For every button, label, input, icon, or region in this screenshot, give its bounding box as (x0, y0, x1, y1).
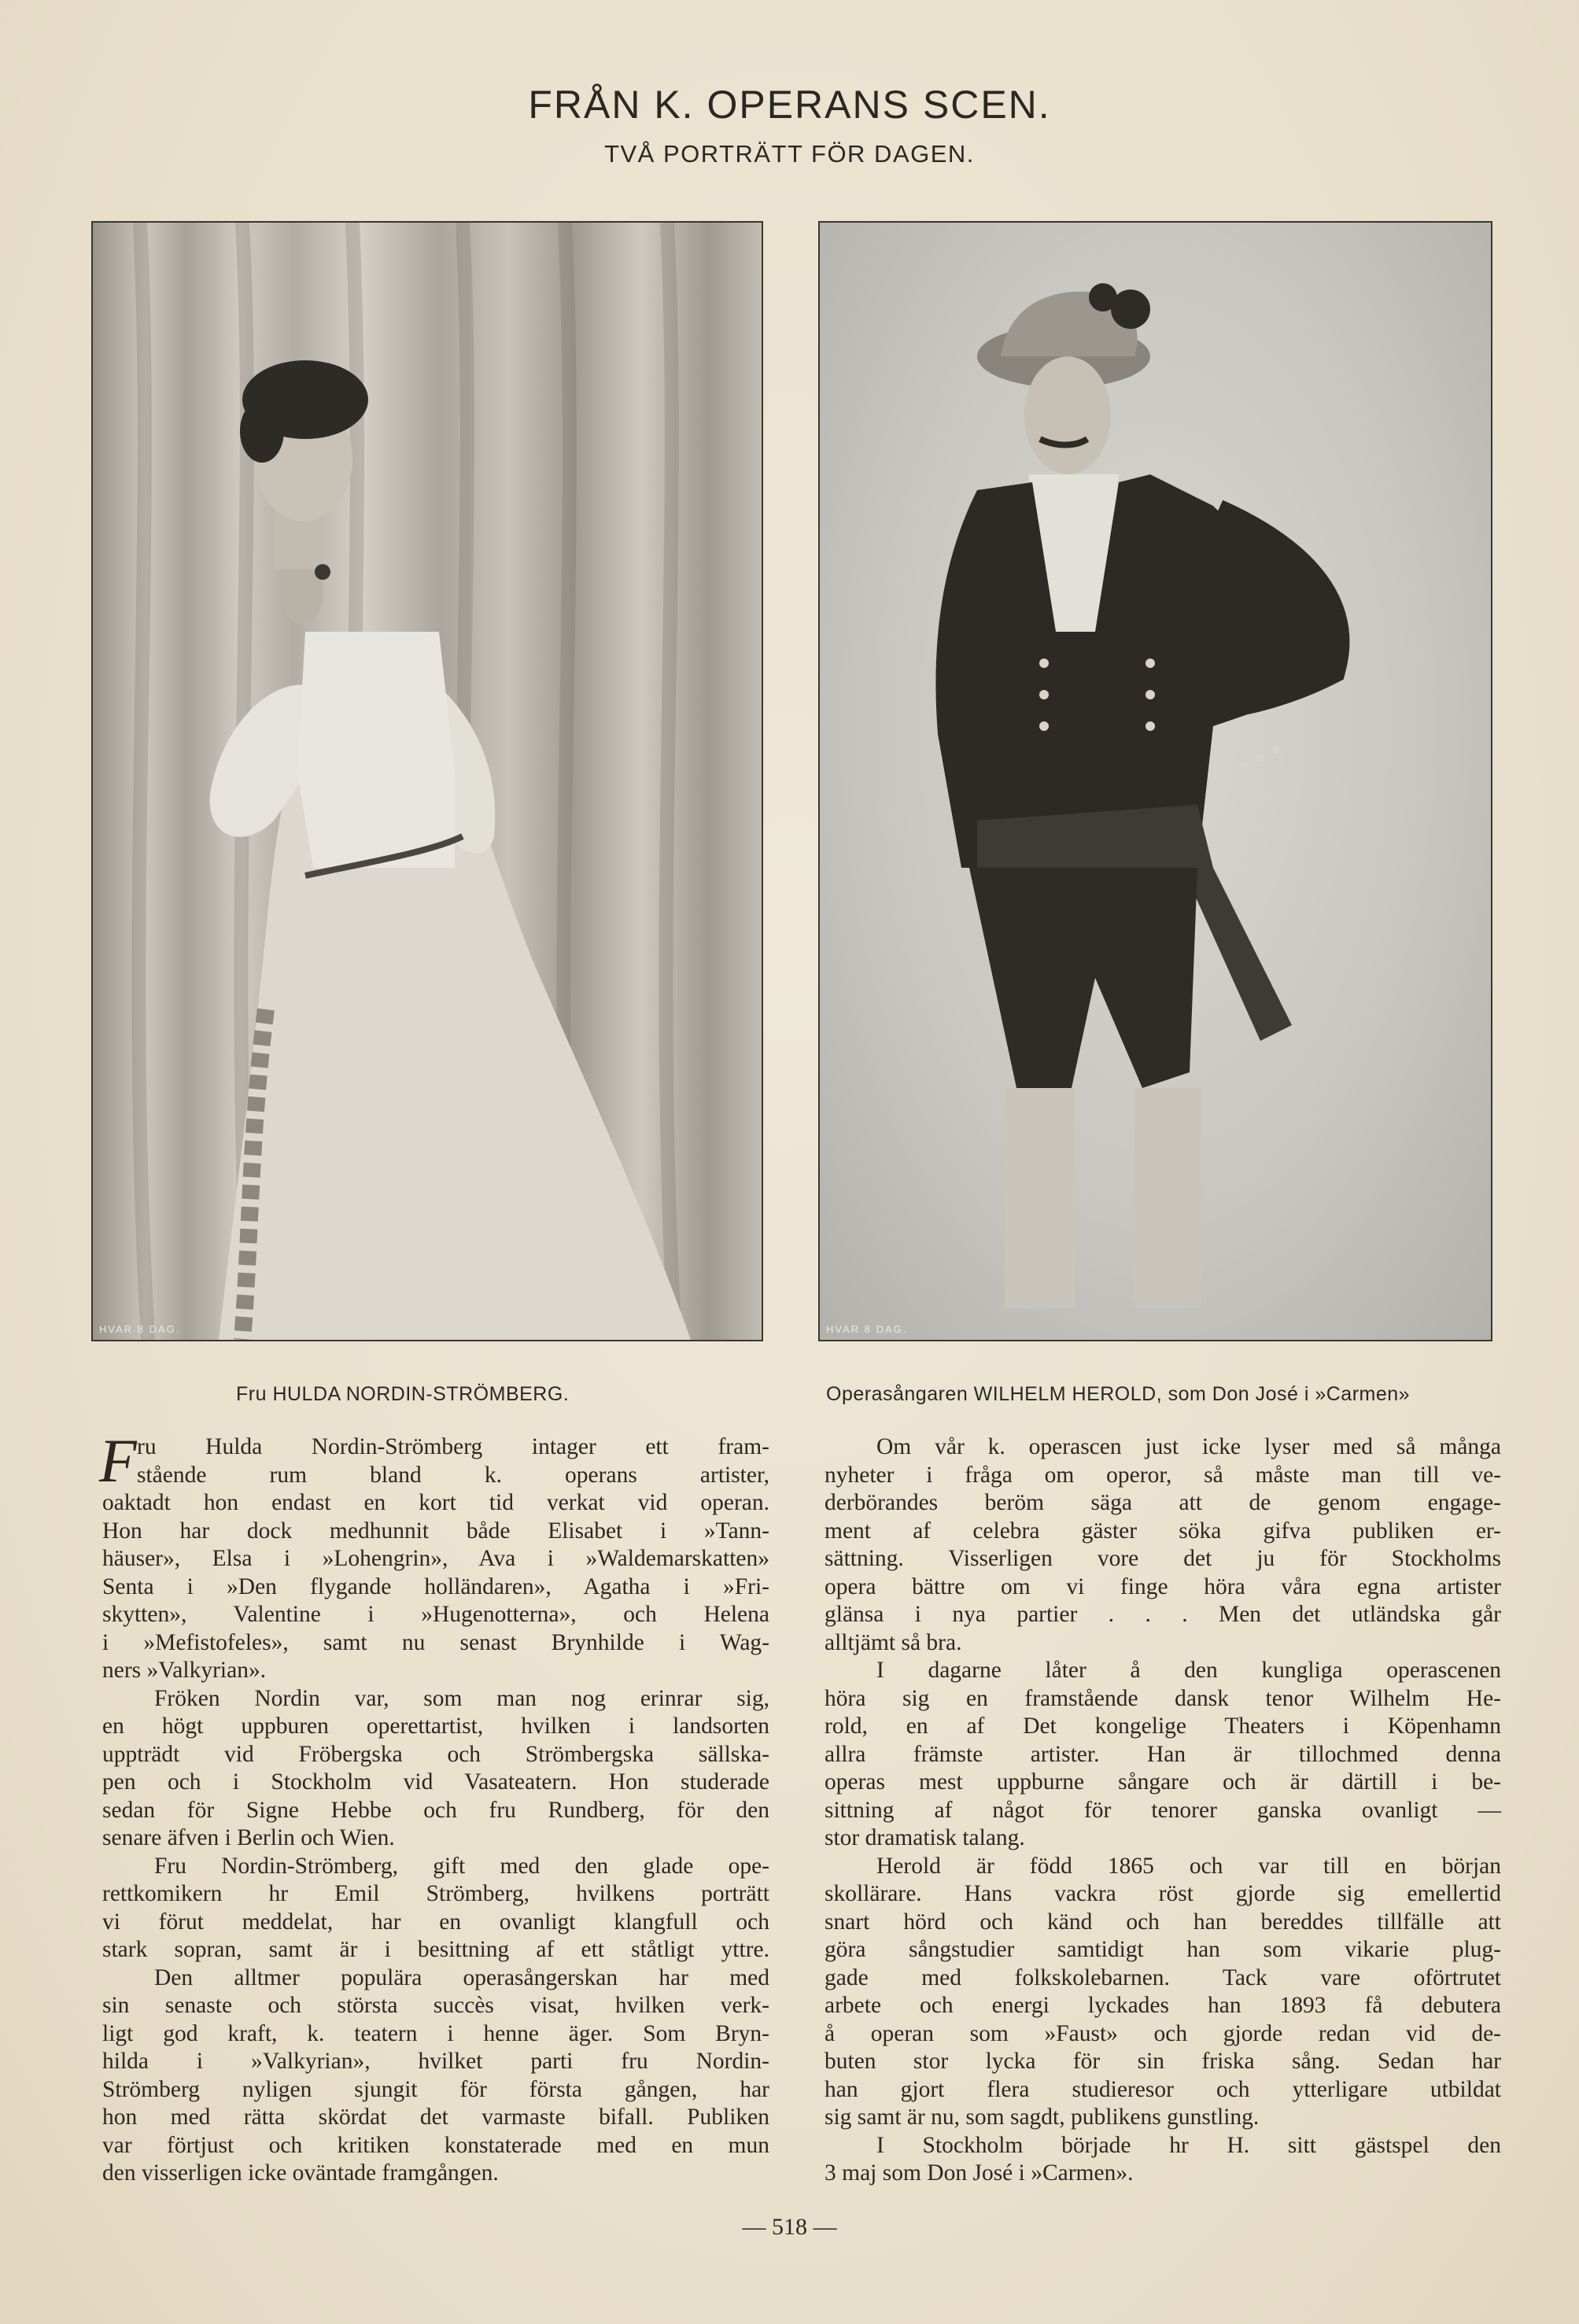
text-line: I dagarne låter å den kungliga operascenen (876, 1658, 1501, 1683)
text-line: ru Hulda Nordin-Strömberg intager ett fram- (137, 1434, 769, 1459)
portrait-photo-herold (818, 221, 1492, 1341)
page-subtitle: TVÅ PORTRÄTT FÖR DAGEN. (604, 140, 975, 168)
text-line: allra främste artister. Han är tillochmed denna (825, 1741, 1501, 1767)
text-line: stor dramatisk talang. (825, 1825, 1025, 1850)
text-line: Strömberg nyligen sjungit för första gången, har (102, 2076, 769, 2102)
text-line: hon med rätta skördat det varmaste bifall. Publiken (102, 2105, 769, 2130)
text-line: sedan för Signe Hebbe och fru Rundberg, för den (102, 1797, 769, 1823)
article-column-right (825, 1433, 1501, 2188)
text-line: Om vår k. operascen just icke lyser med så många (876, 1434, 1501, 1459)
text-line: snart hörd och känd och han bereddes tillfälle att (825, 1909, 1501, 1935)
photo-credit: HVAR 8 DAG. (99, 1323, 181, 1335)
drop-cap: F (99, 1426, 137, 1495)
text-line: skytten», Valentine i »Hugenotterna», och Helena (102, 1602, 769, 1627)
text-line: skollärare. Hans vackra röst gjorde sig emellertid (825, 1881, 1501, 1906)
text-line: häuser», Elsa i »Lohengrin», Ava i »Waldemarskatten» (102, 1546, 769, 1571)
text-line: sättning. Visserligen vore det ju för Stockholms (825, 1546, 1501, 1571)
text-line: i »Mefistofeles», samt nu senast Brynhilde i Wag- (102, 1629, 769, 1655)
text-line: höra sig en framstående dansk tenor Wilhelm He- (825, 1685, 1501, 1711)
text-line: rettkomikern hr Emil Strömberg, hvilkens porträtt (102, 1881, 769, 1906)
text-line: ment af celebra gäster söka gifva publiken er- (825, 1518, 1501, 1544)
text-line: göra sångstudier samtidigt han som vikarie plug- (825, 1937, 1501, 1962)
text-line: stående rum bland k. operans artister, (137, 1462, 769, 1488)
text-line: gade med folkskolebarnen. Tack vare oförtrutet (825, 1964, 1501, 1990)
text-line: senare äfven i Berlin och Wien. (102, 1825, 395, 1850)
text-line: Hon har dock medhunnit både Elisabet i »Tann- (102, 1518, 769, 1544)
text-line: operas mest uppburne sångare och är därtill i be- (825, 1769, 1501, 1795)
text-line: arbete och energi lyckades han 1893 få debutera (825, 1993, 1501, 2018)
text-line: Fröken Nordin var, som man nog erinrar sig, (154, 1685, 769, 1711)
text-line: derbörandes beröm säga att de genom engage- (825, 1490, 1501, 1515)
text-line: stark sopran, samt är i besittning af ett ståtligt yttre. (102, 1937, 769, 1962)
text-line: sin senaste och största succès visat, hvilken verk- (102, 1993, 769, 2018)
text-line: uppträdt vid Fröbergska och Strömbergska sällska- (102, 1741, 769, 1767)
photo-caption-right: Operasångaren WILHELM HEROLD, som Don José i »Carmen» (826, 1383, 1411, 1405)
portrait-illustration (820, 223, 1491, 1340)
text-line: I Stockholm började hr H. sitt gästspel den (876, 2132, 1501, 2158)
text-line: alltjämt så bra. (825, 1629, 962, 1655)
page-number: — 518 — (742, 2214, 837, 2240)
lead-paragraph (99, 1426, 769, 1495)
text-line: sig samt är nu, som sagdt, publikens gunstling. (825, 2105, 1260, 2130)
text-line: den visserligen icke oväntade framgången. (102, 2160, 499, 2186)
text-line: vi förut meddelat, har en ovanligt klangfull och (102, 1909, 769, 1935)
text-line: ners »Valkyrian». (102, 1658, 267, 1683)
photo-caption-left: Fru HULDA NORDIN-STRÖMBERG. (236, 1383, 570, 1405)
text-line: Senta i »Den flygande holländaren», Agatha i »Fri- (102, 1573, 769, 1599)
text-line: glänsa i nya partier . . . Men det utländska går (825, 1602, 1501, 1627)
photo-credit: HVAR 8 DAG. (826, 1323, 908, 1335)
text-line: nyheter i fråga om operor, så måste man till ve- (825, 1462, 1501, 1488)
text-line: 3 maj som Don José i »Carmen». (825, 2160, 1134, 2186)
text-line: Den alltmer populära operasångerskan har med (154, 1964, 769, 1990)
text-line: opera bättre om vi finge höra våra egna artister (825, 1573, 1501, 1599)
text-line: var förtjust och kritiken konstaterade med en mun (102, 2132, 769, 2158)
portrait-illustration (93, 223, 762, 1340)
text-line: hilda i »Valkyrian», hvilket parti fru Nordin- (102, 2049, 769, 2074)
text-line: Herold är född 1865 och var till en början (876, 1853, 1501, 1879)
text-line: å operan som »Faust» och gjorde redan vid de- (825, 2020, 1501, 2046)
text-line: en högt uppburen operettartist, hvilken i landsorten (102, 1713, 769, 1739)
text-line: Fru Nordin-Strömberg, gift med den glade ope- (154, 1853, 769, 1879)
page-title: FRÅN K. OPERANS SCEN. (528, 83, 1051, 127)
text-line: ligt god kraft, k. teatern i henne äger. Som Bryn- (102, 2020, 769, 2046)
portrait-photo-hulda (91, 221, 763, 1341)
text-line: sittning af något för tenorer ganska ovanligt — (825, 1797, 1501, 1823)
text-line: han gjort flera studieresor och ytterligare utbildat (825, 2076, 1501, 2102)
text-line: buten stor lycka för sin friska sång. Sedan har (825, 2049, 1501, 2074)
text-line: rold, en af Det kongelige Theaters i Köpenhamn (825, 1713, 1501, 1739)
article-column-left (99, 1426, 769, 2188)
text-line: oaktadt hon endast en kort tid verkat vid operan. (102, 1490, 769, 1515)
text-line: pen och i Stockholm vid Vasateatern. Hon studerade (102, 1769, 769, 1795)
